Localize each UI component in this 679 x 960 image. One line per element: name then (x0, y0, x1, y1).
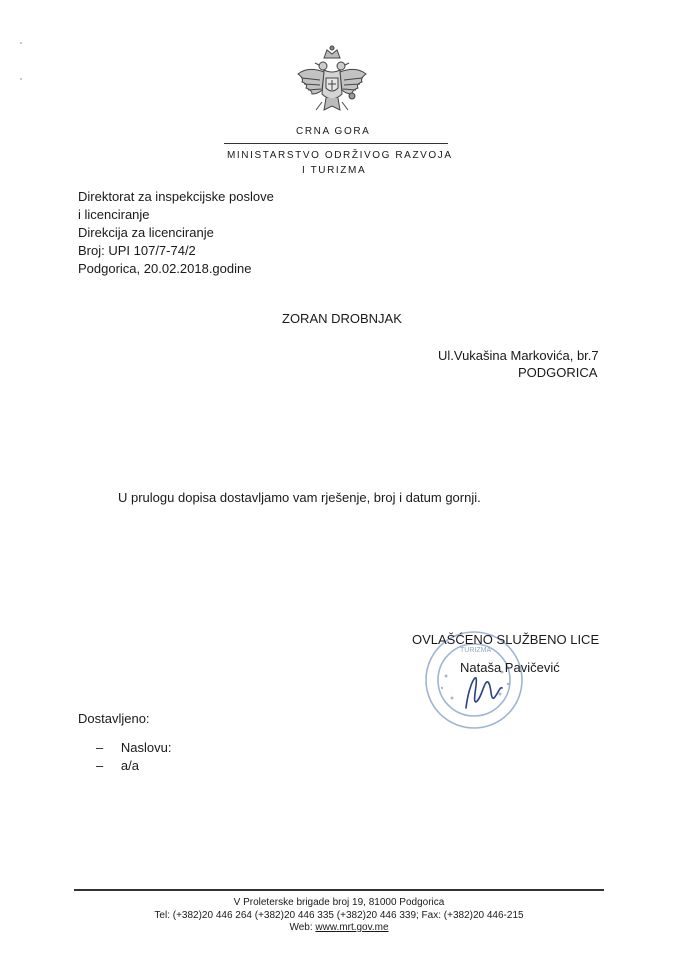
distribution-item-label: a/a (120, 758, 139, 773)
recipient-street: Ul.Vukašina Markovića, br.7 (438, 348, 599, 363)
sender-directorate: Direktorat za inspekcijske poslove (78, 189, 274, 204)
country-name: CRNA GORA (296, 126, 371, 137)
footer-address: V Proleterske brigade broj 19, 81000 Podgorica (233, 897, 445, 908)
scan-speck (20, 42, 22, 44)
footer-web (74, 922, 604, 933)
footer-web-link[interactable]: www.mrt.gov.me (315, 922, 389, 933)
letter-body: U prulogu dopisa dostavljamo vam rješenje, broj i datum gornji. (118, 490, 481, 505)
scan-speck (20, 78, 22, 80)
place-date: Podgorica, 20.02.2018.godine (78, 261, 252, 276)
distribution-item (96, 757, 139, 775)
ministry-name-line2: I TURIZMA (302, 165, 367, 176)
footer-divider (74, 889, 604, 891)
distribution-item (96, 739, 171, 757)
recipient-name: ZORAN DROBNJAK (282, 311, 402, 326)
dash-bullet: – (96, 740, 104, 755)
stamp-text: TURIZMA (460, 647, 492, 654)
signatory-name: Nataša Pavičević (460, 660, 560, 675)
sender-directorate-sub: Direkcija za licenciranje (78, 225, 214, 240)
signatory-title: OVLAŠĆENO SLUŽBENO LICE (412, 632, 600, 647)
distribution-item-label: Naslovu: (120, 740, 172, 755)
reference-number: Broj: UPI 107/7-74/2 (78, 243, 196, 258)
dash-bullet: – (96, 758, 104, 773)
coat-of-arms-emblem (294, 44, 370, 122)
recipient-city: PODGORICA (518, 365, 598, 380)
ministry-name-line1: MINISTARSTVO ODRŽIVOG RAZVOJA (227, 150, 453, 161)
sender-directorate-cont: i licenciranje (78, 207, 150, 222)
sender-block (78, 188, 274, 278)
footer-contact: Tel: (+382)20 446 264 (+382)20 446 335 (+382)20 446 339; Fax: (+382)20 446-215 (154, 910, 524, 921)
footer-web-label: Web: (289, 922, 313, 933)
distribution-label: Dostavljeno: (78, 711, 150, 726)
header-divider (224, 143, 448, 144)
